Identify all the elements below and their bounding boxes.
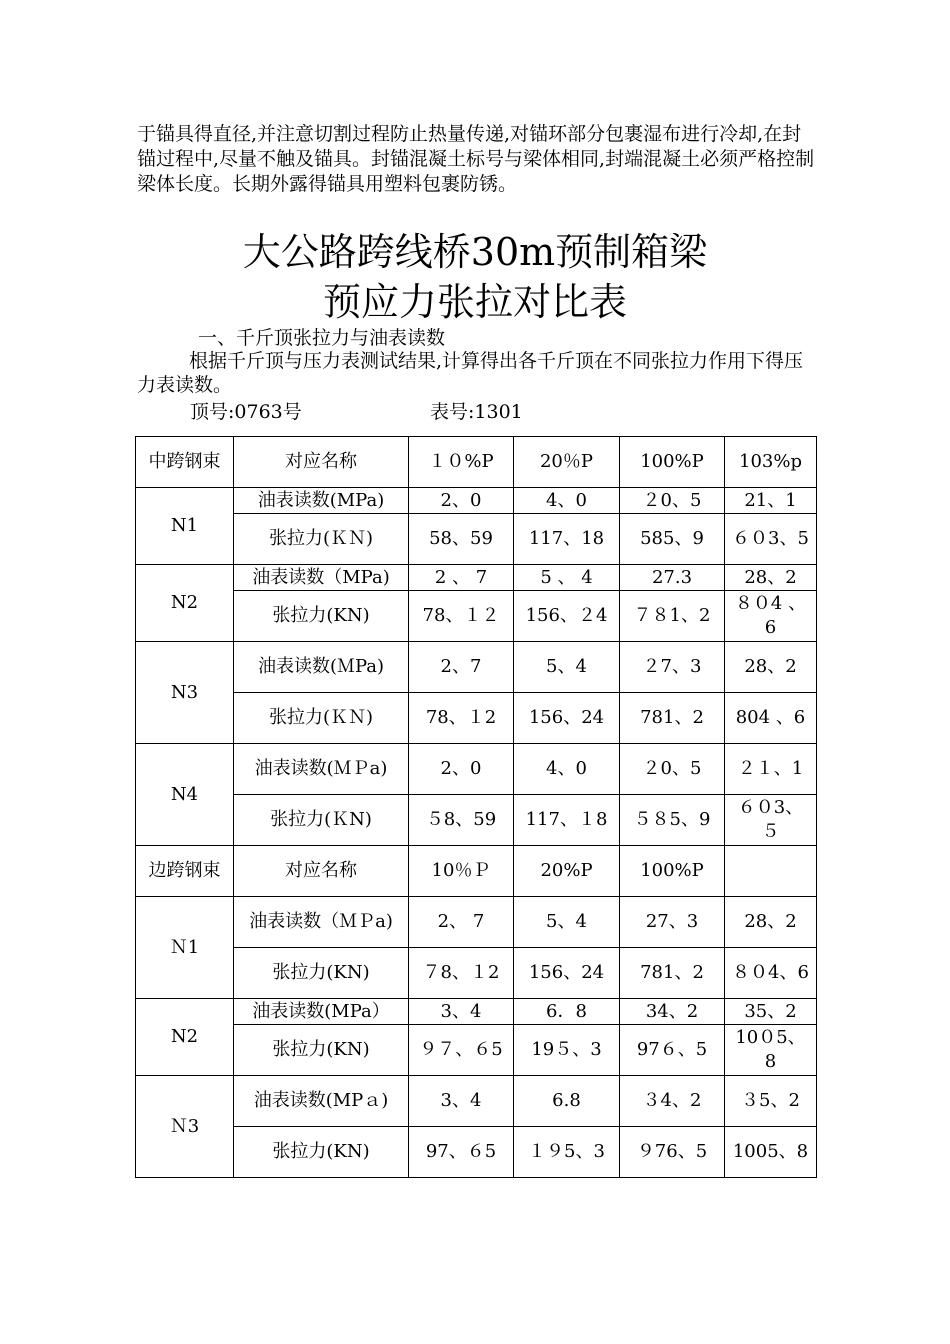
row-label-cell: 油表读数(ＭＰa) — [234, 744, 409, 795]
tendon-name-cell: N2 — [136, 999, 234, 1076]
value-cell: ５8、59 — [409, 795, 514, 846]
value-cell: 19５、3 — [514, 1025, 620, 1076]
section-heading: 一、千斤顶张拉力与油表读数 — [198, 327, 446, 349]
value-cell: 21、1 — [725, 488, 817, 514]
value-cell: 10０5、8 — [725, 1025, 817, 1076]
row-label-cell: 张拉力(KN) — [234, 948, 409, 999]
table-row — [136, 565, 817, 591]
table-header-row — [136, 437, 817, 488]
value-cell: ７8、１2 — [409, 948, 514, 999]
row-label-cell: 张拉力(KN) — [234, 1025, 409, 1076]
table-row — [136, 591, 817, 642]
value-cell: 28、2 — [725, 897, 817, 948]
value-cell: 781、2 — [620, 948, 725, 999]
value-cell: 117、１8 — [514, 795, 620, 846]
value-cell: ６０3、５ — [725, 795, 817, 846]
value-cell: 28、2 — [725, 565, 817, 591]
header-cell: 10％Ｐ — [409, 846, 514, 897]
row-label-cell: 油表读数(MPa） — [234, 999, 409, 1025]
tendon-name-cell: Ｎ1 — [136, 897, 234, 999]
value-cell: 156、24 — [514, 693, 620, 744]
row-label-cell: 张拉力(KN) — [234, 591, 409, 642]
value-cell: 5、4 — [514, 897, 620, 948]
value-cell: 58、59 — [409, 514, 514, 565]
table-row — [136, 1025, 817, 1076]
row-label-cell: 张拉力(ＫＮ) — [234, 693, 409, 744]
value-cell: 804 、6 — [725, 693, 817, 744]
value-cell: 6.8 — [514, 1076, 620, 1127]
tension-comparison-table — [135, 436, 817, 1178]
header-cell: 对应名称 — [234, 846, 409, 897]
value-cell: 156、２4 — [514, 591, 620, 642]
header-cell: １０%P — [409, 437, 514, 488]
tendon-name-cell: Ｎ3 — [136, 1076, 234, 1178]
tendon-name-cell: N1 — [136, 488, 234, 565]
value-cell: １９5、3 — [514, 1127, 620, 1178]
tendon-name-cell: N2 — [136, 565, 234, 642]
value-cell: ９７、６5 — [409, 1025, 514, 1076]
value-cell: 117、18 — [514, 514, 620, 565]
row-label-cell: 油表读数(MPａ) — [234, 1076, 409, 1127]
value-cell: 1005、8 — [725, 1127, 817, 1178]
value-cell: 27、3 — [620, 897, 725, 948]
row-label-cell: 张拉力(KN) — [234, 1127, 409, 1178]
value-cell: 585、9 — [620, 514, 725, 565]
intro-text: 于锚具得直径,并注意切割过程防止热量传递,对锚环部分包裹湿布进行冷却,在封锚过程中,尽量不触及锚具。封锚混凝土标号与梁体相同,封端混凝土必须严格控制梁体长度。长期外露得锚具用塑料包裹防锈。 — [137, 123, 815, 195]
value-cell: 4、0 — [514, 488, 620, 514]
gauge-number: 表号:1301 — [430, 401, 523, 423]
table-row — [136, 795, 817, 846]
document-title-line2: 预应力张拉对比表 — [322, 280, 627, 324]
tendon-name-cell: N4 — [136, 744, 234, 846]
value-cell: 4、0 — [514, 744, 620, 795]
row-label-cell: 油表读数(MPa) — [234, 488, 409, 514]
header-cell: 100%P — [620, 846, 725, 897]
value-cell: 2、7 — [409, 642, 514, 693]
value-cell: ２0、5 — [620, 488, 725, 514]
header-cell: 中跨钢束 — [136, 437, 234, 488]
value-cell: ９76、5 — [620, 1127, 725, 1178]
value-cell: ６０3、5 — [725, 514, 817, 565]
value-cell: 28、2 — [725, 642, 817, 693]
value-cell: 781、2 — [620, 693, 725, 744]
value-cell: ３5、2 — [725, 1076, 817, 1127]
value-cell: 2、0 — [409, 488, 514, 514]
value-cell: 2 、 7 — [409, 565, 514, 591]
value-cell: ２0、5 — [620, 744, 725, 795]
value-cell: ８０4、6 — [725, 948, 817, 999]
value-cell: 78、１２ — [409, 591, 514, 642]
table-row — [136, 1127, 817, 1178]
value-cell: 6．8 — [514, 999, 620, 1025]
table-row — [136, 642, 817, 693]
value-cell: 97６、5 — [620, 1025, 725, 1076]
value-cell: ８０4 、6 — [725, 591, 817, 642]
table-row — [136, 1076, 817, 1127]
header-cell: 对应名称 — [234, 437, 409, 488]
table-row — [136, 693, 817, 744]
header-cell: 103%p — [725, 437, 817, 488]
table-row — [136, 999, 817, 1025]
header-cell: 20%P — [514, 846, 620, 897]
document-title-line1: 大公路跨线桥30m预制箱梁 — [242, 230, 708, 274]
jack-number: 顶号:0763号 — [190, 401, 302, 423]
header-cell — [725, 846, 817, 897]
value-cell: 2、 7 — [409, 897, 514, 948]
body-paragraph: 根据千斤顶与压力表测试结果,计算得出各千斤顶在不同张拉力作用下得压力表读数。 — [137, 350, 804, 396]
value-cell: ２7、3 — [620, 642, 725, 693]
table-row — [136, 514, 817, 565]
row-label-cell: 张拉力(ＫN) — [234, 795, 409, 846]
value-cell: 156、24 — [514, 948, 620, 999]
table-row — [136, 488, 817, 514]
row-label-cell: 油表读数(ＭPa) — [234, 642, 409, 693]
value-cell: 27.3 — [620, 565, 725, 591]
value-cell: 34、2 — [620, 999, 725, 1025]
value-cell: 97、６5 — [409, 1127, 514, 1178]
table-row — [136, 897, 817, 948]
header-cell: 20％P — [514, 437, 620, 488]
table-row — [136, 744, 817, 795]
value-cell: 3、4 — [409, 999, 514, 1025]
value-cell: ７８1、2 — [620, 591, 725, 642]
table-header-row — [136, 846, 817, 897]
header-cell: 边跨钢束 — [136, 846, 234, 897]
value-cell: ３4、2 — [620, 1076, 725, 1127]
value-cell: 78、１2 — [409, 693, 514, 744]
value-cell: ５８5、9 — [620, 795, 725, 846]
row-label-cell: 油表读数（MPa) — [234, 565, 409, 591]
header-cell: 100%P — [620, 437, 725, 488]
value-cell: ２１、1 — [725, 744, 817, 795]
tendon-name-cell: N3 — [136, 642, 234, 744]
value-cell: 35、2 — [725, 999, 817, 1025]
value-cell: 5 、 4 — [514, 565, 620, 591]
table-row — [136, 948, 817, 999]
value-cell: 3、4 — [409, 1076, 514, 1127]
row-label-cell: 油表读数（ＭＰa) — [234, 897, 409, 948]
value-cell: 2、0 — [409, 744, 514, 795]
row-label-cell: 张拉力(ＫＮ) — [234, 514, 409, 565]
value-cell: 5、4 — [514, 642, 620, 693]
